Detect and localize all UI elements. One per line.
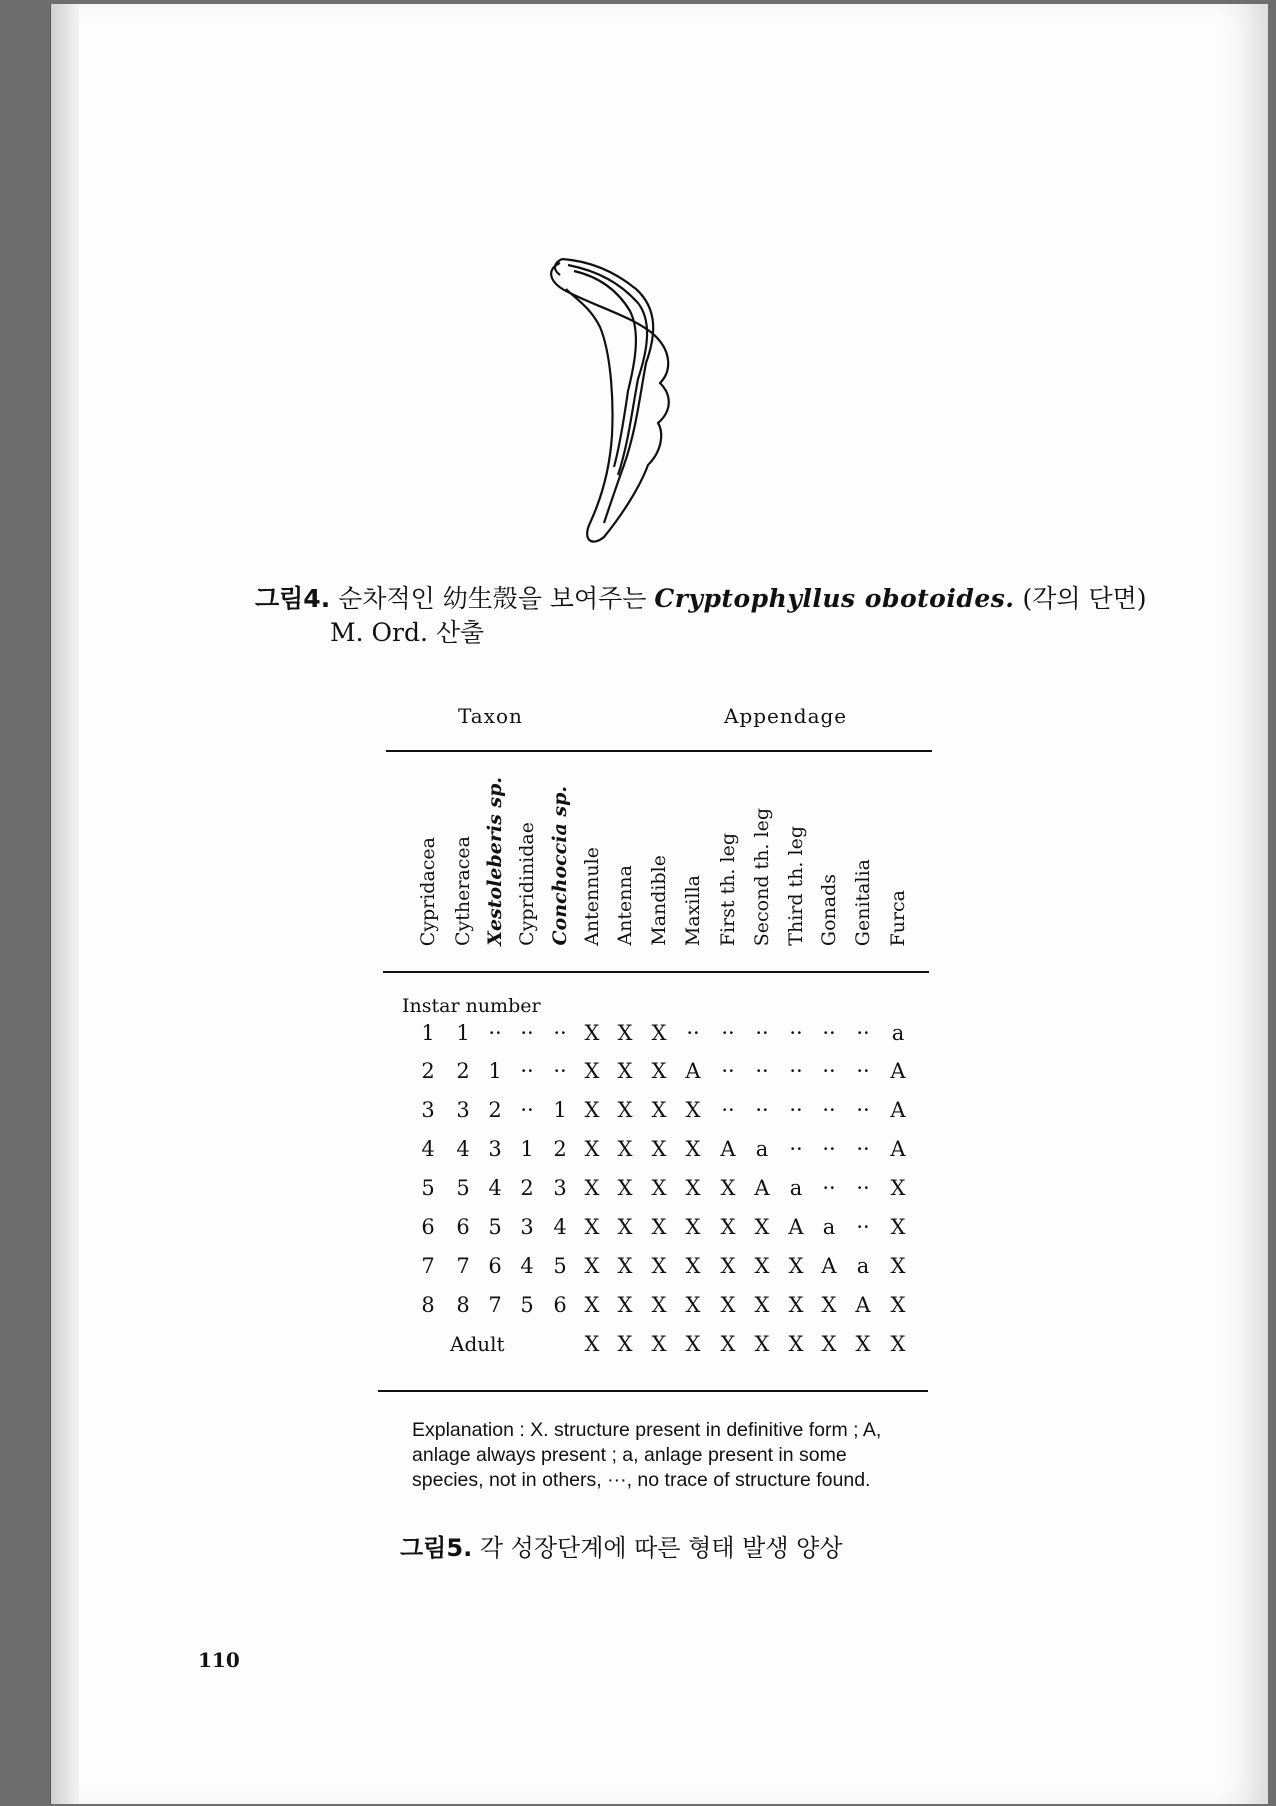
table-cell-r5-c11: A xyxy=(788,1215,804,1239)
table-cell-r5-c7: X xyxy=(651,1215,667,1239)
table-cell-r7-c7: X xyxy=(651,1293,667,1317)
table-cell-r6-c9: X xyxy=(720,1254,736,1278)
table-cell-r2-c2: 2 xyxy=(488,1098,502,1122)
table-cell-r7-c12: X xyxy=(821,1293,837,1317)
table-cell-r1-c14: A xyxy=(890,1059,906,1083)
table-cell-r1-c9: ·· xyxy=(721,1059,735,1083)
table-top-rule xyxy=(386,750,932,752)
table-cell-r1-c1: 2 xyxy=(456,1059,470,1083)
adult-row-label: Adult xyxy=(450,1332,505,1356)
table-cell-r5-c5: X xyxy=(584,1215,600,1239)
adult-cell-4: X xyxy=(720,1332,736,1356)
table-cell-r4-c4: 3 xyxy=(553,1176,567,1200)
table-cell-r2-c12: ·· xyxy=(822,1098,836,1122)
table-header-appendage: Appendage xyxy=(724,704,848,728)
column-header-3: Cypridinidae xyxy=(516,822,538,946)
table-cell-r7-c11: X xyxy=(788,1293,804,1317)
table-cell-r3-c7: X xyxy=(651,1137,667,1161)
table-cell-r0-c9: ·· xyxy=(721,1021,735,1045)
table-cell-r2-c6: X xyxy=(617,1098,633,1122)
table-cell-r4-c11: a xyxy=(789,1176,803,1200)
table-cell-r3-c11: ·· xyxy=(789,1137,803,1161)
table-cell-r4-c13: ·· xyxy=(856,1176,870,1200)
table-cell-r0-c11: ·· xyxy=(789,1021,803,1045)
shell-cross-section-figure xyxy=(540,255,740,545)
table-cell-r7-c14: X xyxy=(890,1293,906,1317)
table-cell-r4-c0: 5 xyxy=(421,1176,435,1200)
table-cell-r1-c0: 2 xyxy=(421,1059,435,1083)
table-cell-r3-c1: 4 xyxy=(456,1137,470,1161)
table-cell-r7-c8: X xyxy=(685,1293,701,1317)
table-cell-r4-c14: X xyxy=(890,1176,906,1200)
table-cell-r1-c6: X xyxy=(617,1059,633,1083)
table-cell-r6-c13: a xyxy=(856,1254,870,1278)
column-header-6: Antenna xyxy=(614,865,636,946)
table-cell-r3-c3: 1 xyxy=(520,1137,534,1161)
table-cell-r3-c13: ·· xyxy=(856,1137,870,1161)
figure-4-caption-line1 xyxy=(255,582,1147,616)
table-cell-r2-c4: 1 xyxy=(553,1098,567,1122)
growth-line-4 xyxy=(555,259,562,275)
table-cell-r4-c7: X xyxy=(651,1176,667,1200)
table-cell-r7-c3: 5 xyxy=(520,1293,534,1317)
adult-cell-5: X xyxy=(754,1332,770,1356)
table-cell-r7-c10: X xyxy=(754,1293,770,1317)
table-cell-r1-c5: X xyxy=(584,1059,600,1083)
table-cell-r4-c8: X xyxy=(685,1176,701,1200)
table-cell-r1-c7: X xyxy=(651,1059,667,1083)
table-cell-r1-c12: ·· xyxy=(822,1059,836,1083)
figure-4-text-before: 순차적인 幼生殼을 보여주는 xyxy=(338,584,647,613)
table-cell-r4-c5: X xyxy=(584,1176,600,1200)
column-header-13: Genitalia xyxy=(852,858,874,946)
table-cell-r3-c4: 2 xyxy=(553,1137,567,1161)
table-cell-r1-c3: ·· xyxy=(520,1059,534,1083)
table-cell-r6-c7: X xyxy=(651,1254,667,1278)
table-cell-r6-c11: X xyxy=(788,1254,804,1278)
table-cell-r3-c2: 3 xyxy=(488,1137,502,1161)
table-cell-r5-c1: 6 xyxy=(456,1215,470,1239)
adult-cell-8: X xyxy=(855,1332,871,1356)
table-cell-r6-c10: X xyxy=(754,1254,770,1278)
table-cell-r5-c10: X xyxy=(754,1215,770,1239)
shell-outline-outer xyxy=(551,263,669,542)
table-cell-r5-c2: 5 xyxy=(488,1215,502,1239)
table-cell-r4-c10: A xyxy=(754,1176,770,1200)
column-header-2: Xestoleberis sp. xyxy=(484,777,506,946)
column-header-5: Antennule xyxy=(581,847,603,946)
figure-5-label: 그림5. xyxy=(400,1534,473,1562)
table-cell-r5-c12: a xyxy=(822,1215,836,1239)
table-cell-r0-c13: ·· xyxy=(856,1021,870,1045)
table-cell-r7-c1: 8 xyxy=(456,1293,470,1317)
table-cell-r3-c12: ·· xyxy=(822,1137,836,1161)
table-cell-r0-c7: X xyxy=(651,1021,667,1045)
table-cell-r2-c13: ·· xyxy=(856,1098,870,1122)
table-cell-r0-c10: ·· xyxy=(755,1021,769,1045)
table-cell-r2-c0: 3 xyxy=(421,1098,435,1122)
table-cell-r2-c11: ·· xyxy=(789,1098,803,1122)
table-cell-r4-c12: ·· xyxy=(822,1176,836,1200)
column-header-12: Gonads xyxy=(818,873,840,946)
table-cell-r6-c6: X xyxy=(617,1254,633,1278)
table-cell-r6-c1: 7 xyxy=(456,1254,470,1278)
table-cell-r7-c9: X xyxy=(720,1293,736,1317)
book-spine xyxy=(50,4,79,1804)
table-cell-r3-c14: A xyxy=(890,1137,906,1161)
adult-cell-1: X xyxy=(617,1332,633,1356)
table-cell-r0-c12: ·· xyxy=(822,1021,836,1045)
table-bottom-rule xyxy=(378,1390,928,1392)
table-cell-r5-c9: X xyxy=(720,1215,736,1239)
column-header-1: Cytheracea xyxy=(452,835,474,946)
column-header-10: Second th. leg xyxy=(751,807,773,946)
table-cell-r5-c8: X xyxy=(685,1215,701,1239)
page-number: 110 xyxy=(198,1648,240,1672)
table-cell-r0-c8: ·· xyxy=(686,1021,700,1045)
table-cell-r0-c1: 1 xyxy=(456,1021,470,1045)
figure-4-label: 그림4. xyxy=(255,584,331,613)
adult-cell-3: X xyxy=(685,1332,701,1356)
table-cell-r2-c3: ·· xyxy=(520,1098,534,1122)
table-cell-r4-c3: 2 xyxy=(520,1176,534,1200)
figure-4-caption-line2: M. Ord. 산출 xyxy=(330,618,485,647)
table-cell-r6-c0: 7 xyxy=(421,1254,435,1278)
table-cell-r4-c9: X xyxy=(720,1176,736,1200)
table-cell-r6-c4: 5 xyxy=(553,1254,567,1278)
table-cell-r5-c14: X xyxy=(890,1215,906,1239)
adult-cell-2: X xyxy=(651,1332,667,1356)
table-cell-r6-c2: 6 xyxy=(488,1254,502,1278)
table-cell-r6-c3: 4 xyxy=(520,1254,534,1278)
table-cell-r6-c8: X xyxy=(685,1254,701,1278)
column-header-11: Third th. leg xyxy=(785,826,807,946)
adult-cell-0: X xyxy=(584,1332,600,1356)
adult-cell-6: X xyxy=(788,1332,804,1356)
table-cell-r3-c10: a xyxy=(755,1137,769,1161)
table-cell-r7-c2: 7 xyxy=(488,1293,502,1317)
table-cell-r1-c13: ·· xyxy=(856,1059,870,1083)
table-cell-r0-c2: ·· xyxy=(488,1021,502,1045)
table-cell-r4-c1: 5 xyxy=(456,1176,470,1200)
table-cell-r6-c5: X xyxy=(584,1254,600,1278)
table-cell-r0-c3: ·· xyxy=(520,1021,534,1045)
table-cell-r3-c5: X xyxy=(584,1137,600,1161)
adult-cell-9: X xyxy=(890,1332,906,1356)
column-header-7: Mandible xyxy=(648,855,670,946)
table-cell-r7-c6: X xyxy=(617,1293,633,1317)
table-cell-r0-c0: 1 xyxy=(421,1021,435,1045)
figure-4-caption xyxy=(255,582,1147,650)
table-cell-r2-c7: X xyxy=(651,1098,667,1122)
table-cell-r7-c0: 8 xyxy=(421,1293,435,1317)
table-cell-r1-c10: ·· xyxy=(755,1059,769,1083)
column-header-8: Maxilla xyxy=(682,874,704,946)
table-cell-r1-c4: ·· xyxy=(553,1059,567,1083)
table-cell-r5-c13: ·· xyxy=(856,1215,870,1239)
table-header-taxon: Taxon xyxy=(458,704,523,728)
table-cell-r2-c14: A xyxy=(890,1098,906,1122)
table-cell-r0-c5: X xyxy=(584,1021,600,1045)
table-cell-r1-c11: ·· xyxy=(789,1059,803,1083)
column-header-14: Furca xyxy=(887,889,909,946)
table-cell-r2-c8: X xyxy=(685,1098,701,1122)
table-cell-r6-c14: X xyxy=(890,1254,906,1278)
table-cell-r3-c6: X xyxy=(617,1137,633,1161)
table-cell-r4-c2: 4 xyxy=(488,1176,502,1200)
column-header-4: Conchoccia sp. xyxy=(549,786,571,946)
table-cell-r2-c1: 3 xyxy=(456,1098,470,1122)
table-cell-r2-c10: ·· xyxy=(755,1098,769,1122)
figure-5-text: 각 성장단계에 따른 형태 발생 양상 xyxy=(479,1534,843,1562)
column-header-0: Cypridacea xyxy=(417,836,439,946)
table-cell-r2-c9: ·· xyxy=(721,1098,735,1122)
table-cell-r3-c0: 4 xyxy=(421,1137,435,1161)
figure-4-text-after: (각의 단면) xyxy=(1022,584,1147,613)
table-explanation: Explanation : X. structure present in definitive form ; A, anlage always present ; a, anlage present in some species, not in others, ···, no trace of structure found. xyxy=(412,1419,882,1491)
table-cell-r3-c9: A xyxy=(720,1137,736,1161)
table-cell-r6-c12: A xyxy=(821,1254,837,1278)
table-cell-r5-c0: 6 xyxy=(421,1215,435,1239)
table-cell-r0-c4: ·· xyxy=(553,1021,567,1045)
adult-cell-7: X xyxy=(821,1332,837,1356)
table-cell-r7-c5: X xyxy=(584,1293,600,1317)
figure-4-species: Cryptophyllus obotoides. xyxy=(654,584,1015,613)
table-cell-r3-c8: X xyxy=(685,1137,701,1161)
table-cell-r1-c2: 1 xyxy=(488,1059,502,1083)
figure-5-caption xyxy=(400,1528,843,1563)
table-cell-r5-c4: 4 xyxy=(553,1215,567,1239)
table-header-rule xyxy=(383,971,929,973)
table-cell-r5-c6: X xyxy=(617,1215,633,1239)
table-cell-r7-c4: 6 xyxy=(553,1293,567,1317)
column-header-9: First th. leg xyxy=(717,832,739,946)
table-cell-r4-c6: X xyxy=(617,1176,633,1200)
table-cell-r1-c8: A xyxy=(685,1059,701,1083)
table-cell-r2-c5: X xyxy=(584,1098,600,1122)
table-cell-r0-c6: X xyxy=(617,1021,633,1045)
table-cell-r5-c3: 3 xyxy=(520,1215,534,1239)
table-cell-r7-c13: A xyxy=(855,1293,871,1317)
table-cell-r0-c14: a xyxy=(891,1021,905,1045)
instar-number-label: Instar number xyxy=(402,995,541,1017)
